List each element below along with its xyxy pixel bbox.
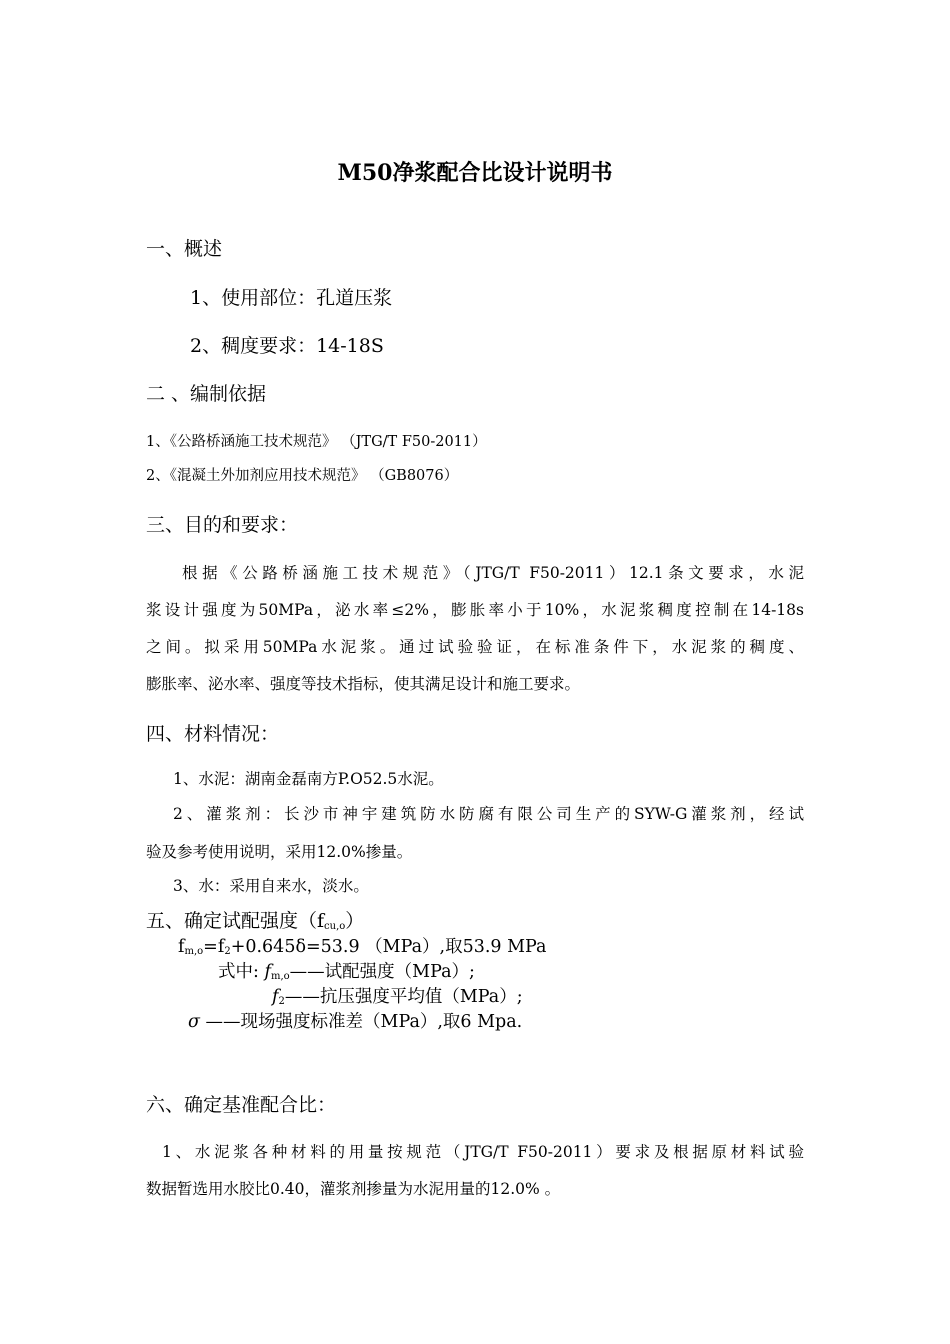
reference-2: 2、《混凝土外加剂应用技术规范》 （GB8076） [146, 468, 459, 484]
section-2-heading: 二 、编制依据 [146, 383, 267, 405]
definition-mean-strength [272, 989, 523, 1007]
definition-symbol-subscript: m,o [270, 971, 290, 982]
definition-symbol: f [264, 962, 271, 982]
definition-text: ——现场强度标准差（MPa）,取6 Mpa. [205, 1012, 523, 1032]
section-5-heading [146, 912, 364, 932]
usage-location: 1、使用部位：孔道压浆 [190, 287, 393, 309]
formula-eq-subscript: 2 [224, 946, 231, 957]
section-1-heading: 一、概述 [146, 238, 223, 260]
definition-text: ——试配强度（MPa）; [289, 962, 475, 982]
document-title: M50净浆配合比设计说明书 [337, 160, 613, 186]
section-5-heading-text: 五、确定试配强度（f [146, 910, 325, 932]
section-3-heading: 三、目的和要求： [146, 514, 299, 536]
strength-formula [178, 939, 546, 957]
material-cement: 1、水泥：湖南金磊南方P.O52.5水泥。 [173, 770, 444, 788]
material-grout-agent-line-2: 验及参考使用说明，采用12.0%掺量。 [146, 843, 413, 861]
purpose-line-4: 膨胀率、泌水率、强度等技术指标，使其满足设计和施工要求。 [146, 675, 581, 693]
purpose-line-3: 之间。拟采用50MPa水泥浆。通过试验验证，在标准条件下，水泥浆的稠度、 [146, 638, 804, 656]
section-4-heading: 四、材料情况： [146, 723, 280, 745]
material-water: 3、水：采用自来水，淡水。 [173, 877, 369, 895]
formula-lhs-subscript: m,o [184, 946, 204, 957]
consistency-requirement: 2、稠度要求：14-18S [190, 335, 384, 357]
formula-rhs: +0.645δ=53.9 （MPa）,取53.9 MPa [230, 937, 547, 957]
definition-std-deviation [188, 1014, 522, 1032]
sigma-symbol: σ [188, 1012, 200, 1032]
definition-symbol-subscript: 2 [278, 996, 285, 1007]
definition-text: ——抗压强度平均值（MPa）; [284, 987, 523, 1007]
section-5-heading-end: ） [345, 910, 365, 932]
definition-trial-strength [218, 964, 475, 982]
purpose-line-2: 浆设计强度为50MPa，泌水率≤2%，膨胀率小于10%，水泥浆稠度控制在14-18s [146, 601, 804, 619]
material-grout-agent-line-1: 2、灌浆剂：长沙市神宇建筑防水防腐有限公司生产的SYW-G灌浆剂，经试 [173, 805, 804, 823]
definition-symbol: f [272, 987, 279, 1007]
section-6-heading: 六、确定基准配合比： [146, 1094, 337, 1116]
mix-ratio-line-1: 1、水泥浆各种材料的用量按规范（JTG/T F50-2011）要求及根据原材料试验 [162, 1143, 804, 1161]
formula-equals: =f [203, 937, 225, 957]
formula-lhs: f [178, 937, 185, 957]
section-5-heading-subscript: cu,o [324, 921, 346, 932]
mix-ratio-line-2: 数据暂选用水胶比0.40，灌浆剂掺量为水泥用量的12.0% 。 [146, 1180, 561, 1198]
reference-1: 1、《公路桥涵施工技术规范》 （JTG/T F50-2011） [146, 434, 487, 450]
definition-prefix: 式中: [218, 962, 259, 982]
purpose-line-1: 根据《公路桥涵施工技术规范》（JTG/T F50-2011）12.1条文要求，水泥 [182, 564, 804, 582]
